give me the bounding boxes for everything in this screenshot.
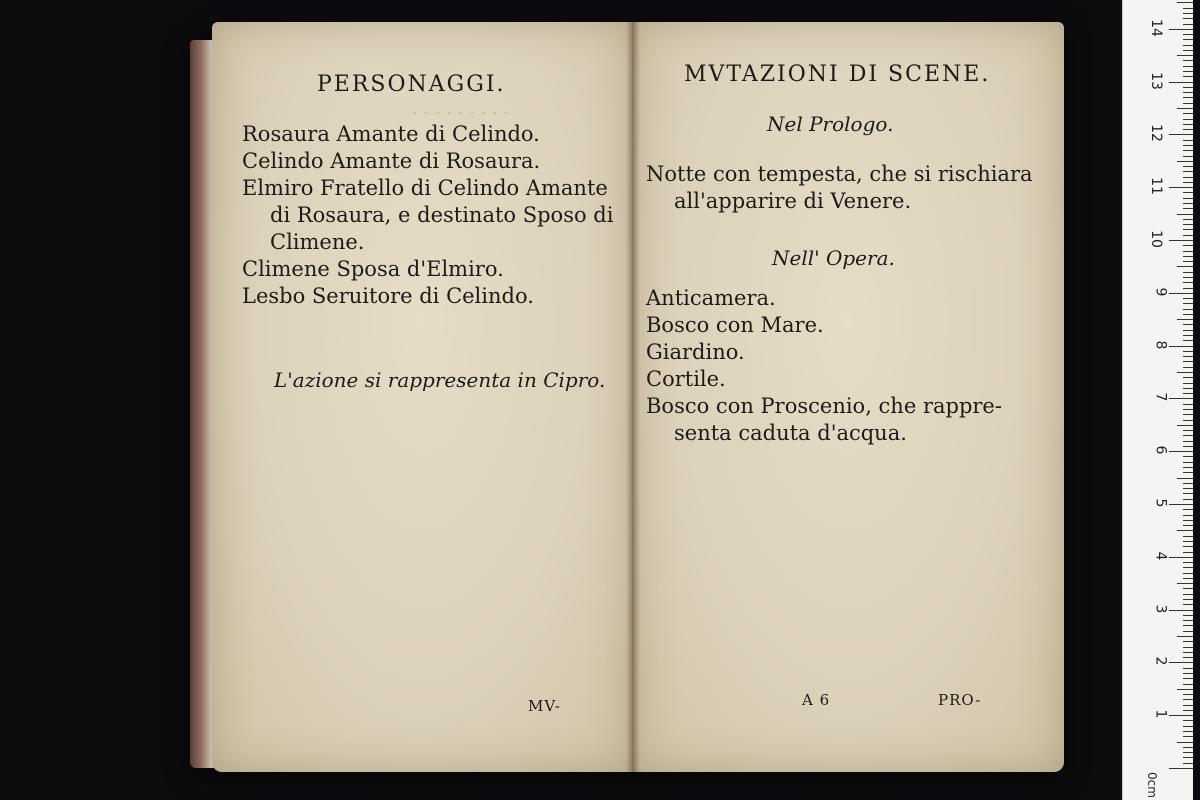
prologue-line: all'apparire di Venere. <box>674 189 912 213</box>
ruler-tick <box>1183 705 1193 706</box>
ruler-tick <box>1183 467 1193 468</box>
ruler-unit-label: 0cm <box>1145 772 1160 798</box>
ruler-tick <box>1183 536 1193 537</box>
ruler-tick <box>1183 50 1193 51</box>
ruler-tick <box>1183 39 1193 40</box>
ruler-tick <box>1183 509 1193 510</box>
ruler-tick <box>1183 272 1193 273</box>
ruler-tick <box>1177 319 1193 320</box>
character-line: di Rosaura, e destinato Sposo di <box>270 203 614 227</box>
ruler-tick <box>1169 82 1193 83</box>
ruler-tick <box>1183 573 1193 574</box>
ruler-tick <box>1183 541 1193 542</box>
ruler-tick <box>1169 715 1193 716</box>
measurement-ruler <box>1122 0 1193 800</box>
ruler-tick <box>1183 288 1193 289</box>
ruler-tick <box>1183 124 1193 125</box>
ruler-tick <box>1183 113 1193 114</box>
ruler-tick <box>1183 330 1193 331</box>
book-gutter <box>626 22 640 772</box>
ruler-tick <box>1177 108 1193 109</box>
ruler-tick <box>1177 214 1193 215</box>
ruler-tick <box>1183 92 1193 93</box>
ruler-tick <box>1183 340 1193 341</box>
character-line: Elmiro Fratello di Celindo Amante <box>242 176 608 200</box>
ruler-tick <box>1183 567 1193 568</box>
ruler-number: 9 <box>1152 287 1169 297</box>
ruler-number: 12 <box>1148 124 1165 143</box>
ruler-tick <box>1177 266 1193 267</box>
ruler-tick <box>1183 298 1193 299</box>
ruler-tick <box>1183 309 1193 310</box>
ruler-tick <box>1183 18 1193 19</box>
scene-line: Giardino. <box>646 340 745 364</box>
ruler-tick <box>1183 219 1193 220</box>
ruler-tick <box>1183 119 1193 120</box>
prologue-line: Notte con tempesta, che si rischiara <box>646 162 1033 186</box>
ruler-tick <box>1183 594 1193 595</box>
ruler-tick <box>1183 441 1193 442</box>
ruler-tick <box>1183 647 1193 648</box>
ruler-tick <box>1177 742 1193 743</box>
ruler-tick <box>1169 346 1193 347</box>
ruler-tick <box>1183 76 1193 77</box>
ruler-tick <box>1183 367 1193 368</box>
ruler-tick <box>1183 182 1193 183</box>
ruler-tick <box>1183 229 1193 230</box>
ruler-number: 1 <box>1152 709 1169 719</box>
ruler-tick <box>1183 277 1193 278</box>
ruler-tick <box>1183 430 1193 431</box>
ruler-tick <box>1183 515 1193 516</box>
ruler-tick <box>1183 578 1193 579</box>
ruler-number: 6 <box>1152 445 1169 455</box>
ruler-tick <box>1183 483 1193 484</box>
ruler-tick <box>1183 456 1193 457</box>
ruler-tick <box>1183 641 1193 642</box>
ruler-tick <box>1183 404 1193 405</box>
ruler-tick <box>1183 71 1193 72</box>
ruler-tick <box>1177 636 1193 637</box>
ruler-tick <box>1177 55 1193 56</box>
ruler-tick <box>1183 335 1193 336</box>
ruler-tick <box>1183 499 1193 500</box>
ruler-tick <box>1177 372 1193 373</box>
scene-line: Anticamera. <box>646 286 776 310</box>
ruler-tick <box>1183 446 1193 447</box>
ruler-tick <box>1183 192 1193 193</box>
scene-line: senta caduta d'acqua. <box>674 421 907 445</box>
ruler-tick <box>1169 29 1193 30</box>
ruler-tick <box>1183 546 1193 547</box>
ruler-number: 7 <box>1152 392 1169 402</box>
ruler-tick <box>1183 356 1193 357</box>
ruler-tick <box>1183 678 1193 679</box>
ruler-tick <box>1183 166 1193 167</box>
ruler-tick <box>1183 282 1193 283</box>
ruler-tick <box>1183 303 1193 304</box>
left-page <box>212 22 632 772</box>
ruler-tick <box>1169 187 1193 188</box>
character-line: Climene. <box>270 230 365 254</box>
ruler-tick <box>1169 134 1193 135</box>
ruler-number: 13 <box>1148 71 1165 90</box>
scene-line: Bosco con Proscenio, che rappre- <box>646 394 1002 418</box>
ruler-tick <box>1183 752 1193 753</box>
ruler-tick <box>1183 694 1193 695</box>
character-line: Climene Sposa d'Elmiro. <box>242 257 504 281</box>
ruler-tick <box>1183 493 1193 494</box>
mutazioni-heading: MVTAZIONI DI SCENE. <box>684 62 991 87</box>
ruler-tick <box>1169 240 1193 241</box>
ruler-tick <box>1183 8 1193 9</box>
ruler-tick <box>1183 720 1193 721</box>
character-line: Lesbo Seruitore di Celindo. <box>242 284 534 308</box>
ruler-number: 4 <box>1152 551 1169 561</box>
ruler-tick <box>1183 140 1193 141</box>
ruler-tick <box>1183 13 1193 14</box>
ruler-tick <box>1183 520 1193 521</box>
ruler-tick <box>1183 631 1193 632</box>
setting-note: L'azione si rappresenta in Cipro. <box>274 368 606 392</box>
signature-mark: A 6 <box>802 691 831 709</box>
ruler-tick <box>1177 2 1193 3</box>
ruler-tick <box>1183 251 1193 252</box>
ruler-tick <box>1183 472 1193 473</box>
right-page <box>632 22 1064 772</box>
ruler-tick <box>1183 420 1193 421</box>
opera-heading: Nell' Opera. <box>772 246 895 270</box>
scene-line: Cortile. <box>646 367 726 391</box>
ruler-tick <box>1183 34 1193 35</box>
ruler-tick <box>1183 747 1193 748</box>
ruler-tick <box>1183 324 1193 325</box>
ruler-tick <box>1183 731 1193 732</box>
ruler-tick <box>1183 435 1193 436</box>
ruler-tick <box>1183 562 1193 563</box>
right-catchword: PRO- <box>938 691 982 709</box>
ruler-tick <box>1183 388 1193 389</box>
character-line: Rosaura Amante di Celindo. <box>242 122 540 146</box>
ruler-tick <box>1183 710 1193 711</box>
ruler-tick <box>1183 145 1193 146</box>
ruler-number: 11 <box>1148 177 1165 196</box>
ruler-tick <box>1183 203 1193 204</box>
ruler-number: 10 <box>1148 230 1165 248</box>
ruler-tick <box>1183 235 1193 236</box>
prologue-heading: Nel Prologo. <box>767 112 894 136</box>
ruler-tick <box>1183 488 1193 489</box>
open-book <box>190 22 1070 772</box>
ruler-tick <box>1183 462 1193 463</box>
ruler-tick <box>1183 383 1193 384</box>
left-catchword: MV- <box>528 697 561 715</box>
ruler-tick <box>1177 530 1193 531</box>
ruler-tick <box>1169 451 1193 452</box>
ruler-tick <box>1183 377 1193 378</box>
ruler-tick <box>1169 504 1193 505</box>
ruler-number: 3 <box>1152 604 1169 614</box>
ruler-tick <box>1183 525 1193 526</box>
ruler-tick <box>1183 684 1193 685</box>
ruler-tick <box>1183 726 1193 727</box>
ruler-tick <box>1183 409 1193 410</box>
ruler-tick <box>1183 224 1193 225</box>
bleed-through-text: · · · · · · · · · <box>412 103 510 124</box>
ruler-tick <box>1183 45 1193 46</box>
ruler-tick <box>1183 668 1193 669</box>
ruler-tick <box>1183 604 1193 605</box>
ruler-tick <box>1177 583 1193 584</box>
ruler-tick <box>1183 261 1193 262</box>
ruler-number: 5 <box>1152 498 1169 508</box>
ruler-tick <box>1183 314 1193 315</box>
ruler-tick <box>1169 610 1193 611</box>
ruler-tick <box>1183 393 1193 394</box>
ruler-number: 2 <box>1152 656 1169 666</box>
ruler-tick <box>1183 156 1193 157</box>
ruler-tick <box>1183 129 1193 130</box>
ruler-tick <box>1183 24 1193 25</box>
ruler-tick <box>1183 763 1193 764</box>
ruler-tick <box>1183 414 1193 415</box>
ruler-tick <box>1183 208 1193 209</box>
ruler-tick <box>1183 673 1193 674</box>
ruler-tick <box>1169 557 1193 558</box>
ruler-tick <box>1183 245 1193 246</box>
ruler-tick <box>1183 625 1193 626</box>
ruler-tick <box>1177 478 1193 479</box>
ruler-tick <box>1183 87 1193 88</box>
ruler-tick <box>1183 66 1193 67</box>
ruler-tick <box>1183 599 1193 600</box>
ruler-tick <box>1183 657 1193 658</box>
character-line: Celindo Amante di Rosaura. <box>242 149 541 173</box>
ruler-tick <box>1183 757 1193 758</box>
ruler-tick <box>1183 150 1193 151</box>
ruler-tick <box>1183 652 1193 653</box>
ruler-tick <box>1183 60 1193 61</box>
ruler-tick <box>1183 177 1193 178</box>
ruler-tick <box>1183 620 1193 621</box>
ruler-tick <box>1183 361 1193 362</box>
ruler-tick <box>1169 662 1193 663</box>
ruler-tick <box>1183 256 1193 257</box>
scene-line: Bosco con Mare. <box>646 313 824 337</box>
ruler-tick <box>1183 699 1193 700</box>
ruler-tick <box>1177 425 1193 426</box>
personaggi-heading: PERSONAGGI. <box>317 72 506 97</box>
ruler-number: 8 <box>1152 340 1169 350</box>
ruler-tick <box>1183 103 1193 104</box>
ruler-tick <box>1177 689 1193 690</box>
ruler-tick <box>1183 198 1193 199</box>
ruler-tick <box>1183 351 1193 352</box>
ruler-tick <box>1183 615 1193 616</box>
ruler-tick <box>1169 293 1193 294</box>
ruler-tick <box>1169 768 1193 769</box>
ruler-tick <box>1183 552 1193 553</box>
ruler-number: 14 <box>1148 18 1165 37</box>
ruler-tick <box>1183 171 1193 172</box>
ruler-tick <box>1183 736 1193 737</box>
ruler-tick <box>1183 97 1193 98</box>
ruler-tick <box>1169 398 1193 399</box>
ruler-tick <box>1183 588 1193 589</box>
ruler-tick <box>1177 161 1193 162</box>
